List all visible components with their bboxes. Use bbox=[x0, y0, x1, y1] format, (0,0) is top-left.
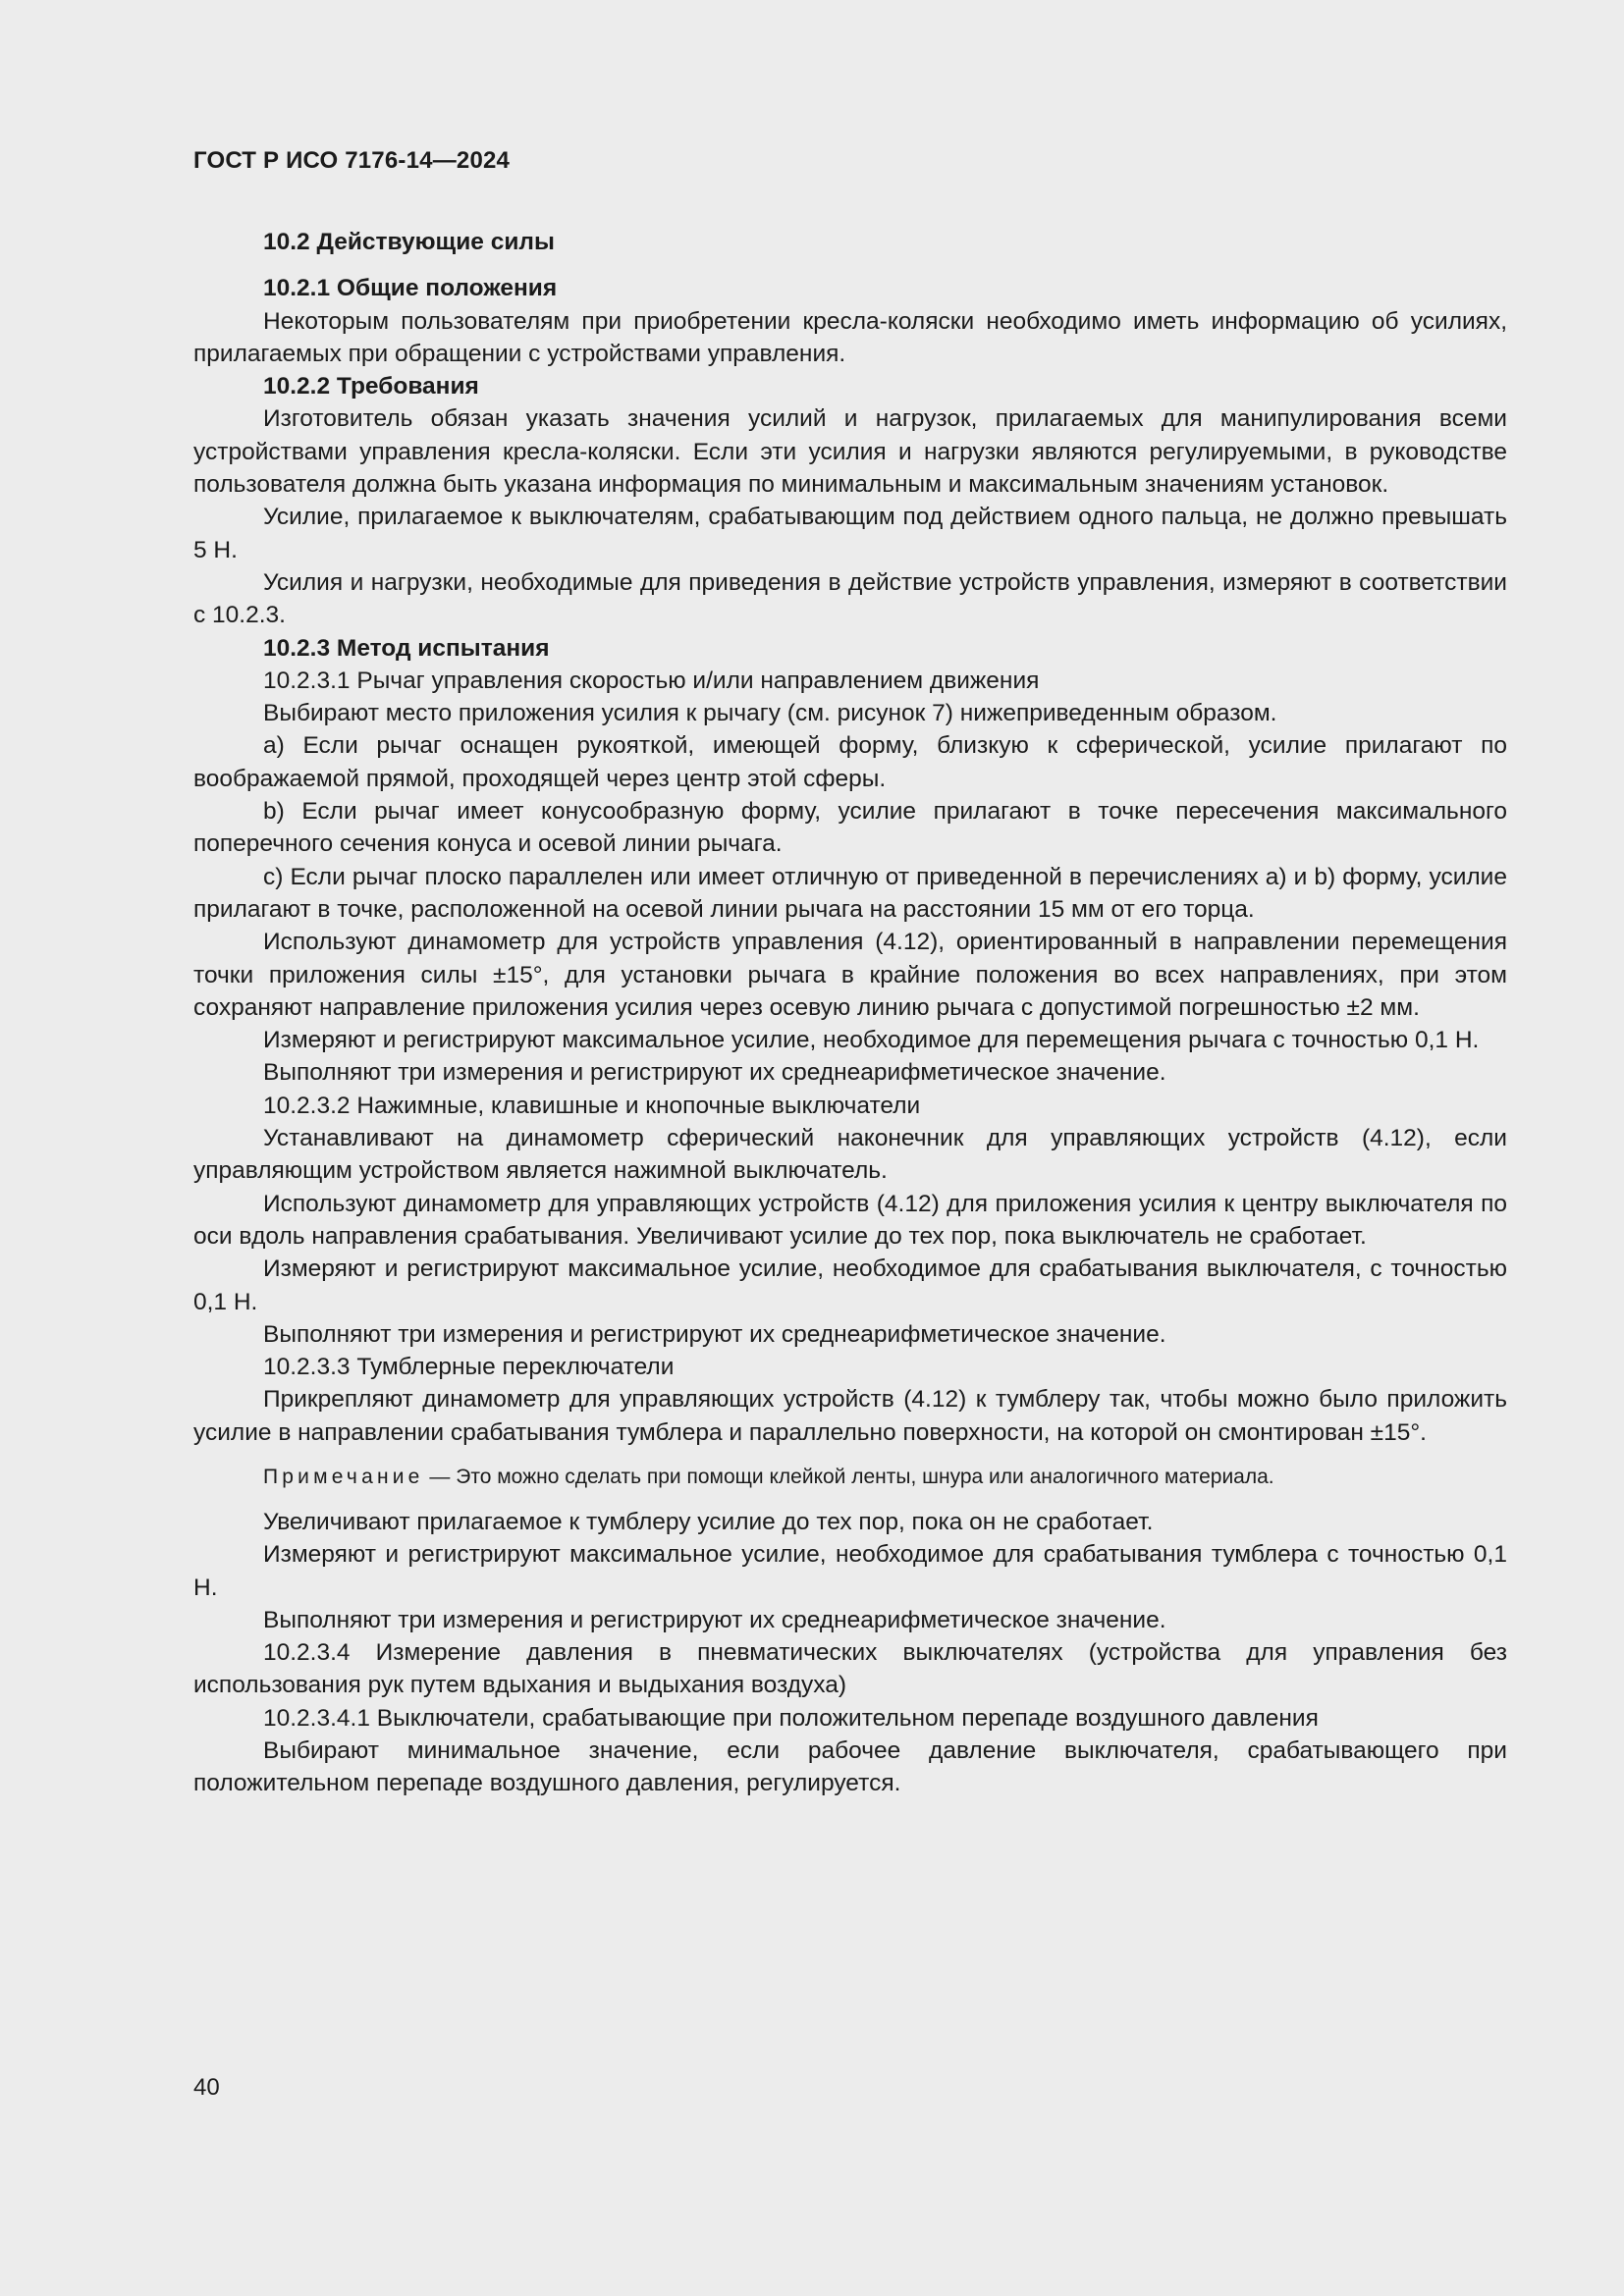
list-item-a: a) Если рычаг оснащен рукояткой, имеющей форму, близкую к сферической, усилие прилагают по воображаемой прямой, проходящей через центр этой сферы. bbox=[193, 732, 1507, 792]
subsection-heading-10-2-3-4: 10.2.3.4 Измерение давления в пневматических выключателях (устройства для управления без использования рук путем вдыхания и выдыхания воздуха) bbox=[193, 1639, 1507, 1699]
section-heading-10-2: 10.2 Действующие силы bbox=[263, 229, 555, 255]
paragraph: Усилия и нагрузки, необходимые для приведения в действие устройств управления, измеряют в соответствии с 10.2.3. bbox=[193, 568, 1507, 629]
paragraph: Используют динамометр для устройств управления (4.12), ориентированный в направлении перемещения точки приложения силы ±15°, для установки рычага в крайние положения во всех направлениях, при этом сохраняют направление приложения усилия через осевую линию рычага с допустимой погрешностью ±2 мм. bbox=[193, 929, 1507, 1021]
paragraph: Выполняют три измерения и регистрируют их среднеарифметическое значение. bbox=[263, 1059, 1166, 1087]
paragraph: Выбирают минимальное значение, если рабочее давление выключателя, срабатывающего при положительном перепаде воздушного давления, регулируется. bbox=[193, 1737, 1507, 1797]
paragraph: Выбирают место приложения усилия к рычагу (см. рисунок 7) нижеприведенным образом. bbox=[263, 700, 1277, 727]
paragraph: Изготовитель обязан указать значения усилий и нагрузок, прилагаемых для манипулирования всеми устройствами управления кресла-коляски. Если эти усилия и нагрузки являются регулируемыми, в руководстве пользователя должна быть указана информация по минимальным и максимальным значениям установок. bbox=[193, 405, 1507, 499]
note-text: Это можно сделать при помощи клейкой ленты, шнура или аналогичного материала. bbox=[456, 1465, 1274, 1488]
section-heading-10-2-3: 10.2.3 Метод испытания bbox=[263, 634, 550, 662]
page-number: 40 bbox=[193, 2074, 220, 2101]
section-heading-10-2-1: 10.2.1 Общие положения bbox=[263, 275, 558, 302]
list-item-c: c) Если рычаг плоско параллелен или имеет отличную от приведенной в перечислениях a) и b) форму, усилие прилагают в точке, расположенной на осевой линии рычага на расстоянии 15 мм от его торца. bbox=[193, 863, 1507, 923]
note-dash: — bbox=[423, 1465, 457, 1488]
paragraph: Измеряют и регистрируют максимальное усилие, необходимое для перемещения рычага с точностью 0,1 Н. bbox=[263, 1027, 1480, 1054]
paragraph: Усилие, прилагаемое к выключателям, срабатывающим под действием одного пальца, не должно превышать 5 Н. bbox=[193, 504, 1507, 563]
paragraph: Используют динамометр для управляющих устройств (4.12) для приложения усилия к центру выключателя по оси вдоль направления срабатывания. Увеличивают усилие до тех пор, пока выключатель не сработает. bbox=[193, 1190, 1507, 1250]
paragraph: Измеряют и регистрируют максимальное усилие, необходимое для срабатывания выключателя, с точностью 0,1 Н. bbox=[193, 1255, 1507, 1315]
document-body bbox=[193, 226, 1507, 1800]
paragraph: Выполняют три измерения и регистрируют их среднеарифметическое значение. bbox=[263, 1606, 1166, 1633]
document-header: ГОСТ Р ИСО 7176-14—2024 bbox=[193, 147, 511, 174]
paragraph: Устанавливают на динамометр сферический наконечник для управляющих устройств (4.12), если управляющим устройством является нажимной выключатель. bbox=[193, 1125, 1507, 1185]
note bbox=[193, 1463, 1507, 1492]
paragraph: Выполняют три измерения и регистрируют их среднеарифметическое значение. bbox=[263, 1320, 1166, 1348]
subsection-heading-10-2-3-2: 10.2.3.2 Нажимные, клавишные и кнопочные выключатели bbox=[263, 1092, 921, 1119]
paragraph: Измеряют и регистрируют максимальное усилие, необходимое для срабатывания тумблера с точностью 0,1 Н. bbox=[193, 1541, 1507, 1601]
paragraph: Прикрепляют динамометр для управляющих устройств (4.12) к тумблеру так, чтобы можно было приложить усилие в направлении срабатывания тумблера и параллельно поверхности, на которой он смонтирован ±15°. bbox=[193, 1386, 1507, 1446]
subsection-heading-10-2-3-4-1: 10.2.3.4.1 Выключатели, срабатывающие при положительном перепаде воздушного давления bbox=[263, 1704, 1319, 1732]
section-heading-10-2-2: 10.2.2 Требования bbox=[263, 373, 479, 400]
paragraph: Некоторым пользователям при приобретении кресла-коляски необходимо иметь информацию об усилиях, прилагаемых при обращении с устройствами управления. bbox=[193, 307, 1507, 367]
paragraph: Увеличивают прилагаемое к тумблеру усилие до тех пор, пока он не сработает. bbox=[263, 1508, 1154, 1535]
subsection-heading-10-2-3-3: 10.2.3.3 Тумблерные переключатели bbox=[263, 1354, 675, 1381]
subsection-heading-10-2-3-1: 10.2.3.1 Рычаг управления скоростью и/или направлением движения bbox=[263, 667, 1040, 694]
note-label: Примечание bbox=[263, 1465, 424, 1488]
list-item-b: b) Если рычаг имеет конусообразную форму, усилие прилагают в точке пересечения максимального поперечного сечения конуса и осевой линии рычага. bbox=[193, 798, 1507, 858]
